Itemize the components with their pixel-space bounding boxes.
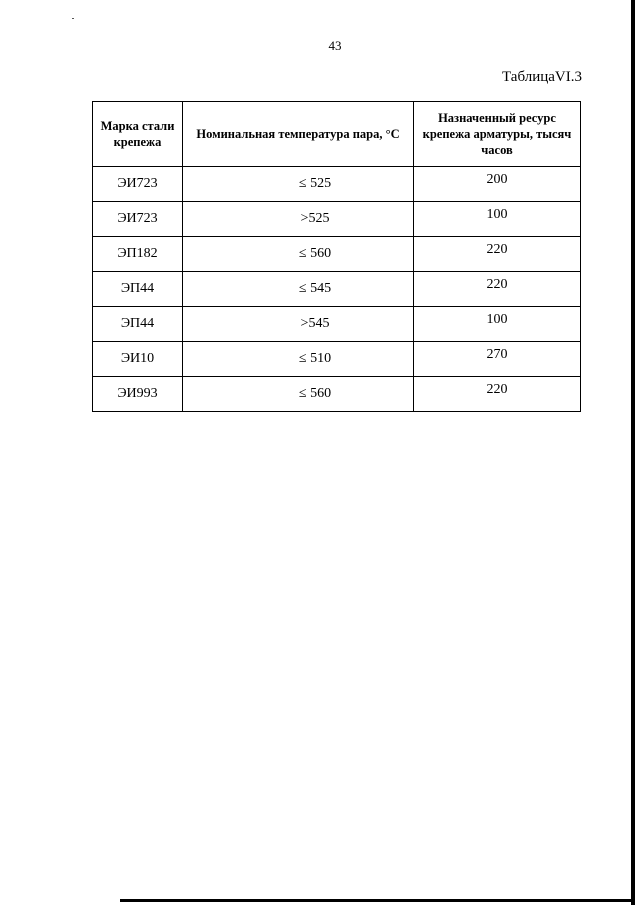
temperature-cell: ≤ 510: [183, 342, 414, 377]
resource-cell: 100: [414, 307, 581, 342]
resource-cell: 220: [414, 272, 581, 307]
resource-cell: 220: [414, 237, 581, 272]
table-header-row: [93, 102, 581, 167]
scan-edge-bottom: [120, 899, 635, 902]
header-steel-grade: Марка стали крепежа: [93, 102, 183, 167]
steel-grade-cell: ЭИ993: [93, 377, 183, 412]
resource-table: [92, 101, 581, 412]
steel-grade-cell: ЭП44: [93, 272, 183, 307]
scan-speck: [72, 18, 74, 19]
temperature-cell: ≤ 560: [183, 377, 414, 412]
temperature-cell: ≤ 525: [183, 167, 414, 202]
table-row: [93, 202, 581, 237]
resource-cell: 270: [414, 342, 581, 377]
steel-grade-cell: ЭП182: [93, 237, 183, 272]
temperature-cell: ≤ 560: [183, 237, 414, 272]
table-row: [93, 377, 581, 412]
resource-cell: 220: [414, 377, 581, 412]
table-row: [93, 342, 581, 377]
resource-cell: 200: [414, 167, 581, 202]
scan-edge-right: [631, 0, 635, 905]
temperature-cell: ≤ 545: [183, 272, 414, 307]
steel-grade-cell: ЭИ10: [93, 342, 183, 377]
steel-grade-cell: ЭИ723: [93, 167, 183, 202]
temperature-cell: >545: [183, 307, 414, 342]
table-row: [93, 307, 581, 342]
page-number: 43: [328, 38, 342, 53]
temperature-cell: >525: [183, 202, 414, 237]
table-row: [93, 237, 581, 272]
steel-grade-cell: ЭП44: [93, 307, 183, 342]
table-caption: ТаблицаVI.3: [502, 69, 582, 85]
table-row: [93, 167, 581, 202]
steel-grade-cell: ЭИ723: [93, 202, 183, 237]
resource-cell: 100: [414, 202, 581, 237]
table-row: [93, 272, 581, 307]
header-assigned-resource: Назначенный ресурс крепежа арматуры, тысяч часов: [414, 102, 581, 167]
header-steam-temperature: Номинальная температура пара, °С: [183, 102, 414, 167]
